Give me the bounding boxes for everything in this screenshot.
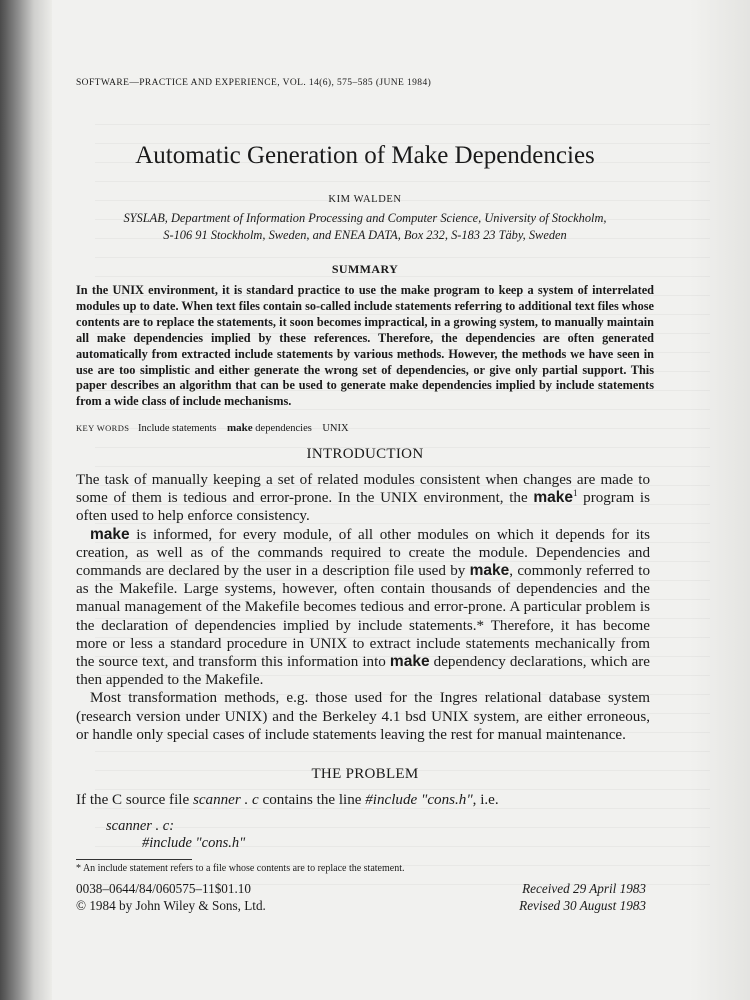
summary-heading: SUMMARY (331, 262, 399, 276)
make-term: make (389, 653, 430, 671)
reference-marker: 1 (572, 488, 578, 499)
summary-text: In the UNIX environment, it is standard practice to use the make program to keep a system of interrelated modules up to date. When text files contain so-called include statements referring to additional text files whose contents are to replace the statements, it soon becomes impractical, in a growing system, to manually maintain all make dependencies implied by these references. Therefore, the dependencies are often generated automatically from extracted include statements by various methods. However, the methods we have seen in use are too simplistic and either generate the wrong set of dependencies, or give only partial support. This paper describes an algorithm that can be used to generate make dependencies implied by include statements from a wide class of include mechanisms. (76, 283, 654, 409)
affiliation-line-2: S-106 91 Stockholm, Sweden, and ENEA DATA, Box 232, S-183 23 Täby, Sweden (163, 228, 567, 242)
problem-text-c: , i.e. (472, 792, 499, 808)
keyword-3: UNIX (322, 423, 349, 434)
keyword-2-rest: dependencies (255, 423, 312, 434)
source-file-name: scanner . c (192, 792, 259, 808)
intro-paragraph-1 (76, 471, 650, 526)
keywords-label: KEY WORDS (76, 423, 130, 433)
intro-paragraph-2 (76, 526, 650, 690)
make-term: make (533, 489, 573, 507)
intro-p2-text-a: is informed, for every module, of all other modules on which it depends for its creation, as well as of the commands required to create the module. Dependencies and commands are declared by the user in a description file used by (76, 526, 650, 580)
introduction-heading: INTRODUCTION (306, 446, 424, 462)
dates-block (519, 881, 646, 914)
issn-code: 0038–0644/84/060575–11$01.10 (76, 881, 251, 896)
scan-shadow-right (690, 0, 750, 1000)
copyright-block (76, 881, 266, 914)
problem-intro-line (76, 792, 499, 809)
problem-text-b: contains the line (262, 792, 362, 808)
paper-title: Automatic Generation of Make Dependencies (135, 142, 595, 169)
footnote-rule (76, 859, 192, 860)
keywords-line (76, 422, 349, 434)
author-affiliation (76, 210, 654, 244)
intro-p2-text-c: dependency declarations, which are then appended to the Makefile. (76, 654, 650, 689)
received-date: Received 29 April 1983 (522, 881, 646, 896)
affiliation-line-1: SYSLAB, Department of Information Processing and Computer Science, University of Stockholm, (123, 211, 607, 225)
intro-p2-text-b: , commonly referred to as the Makefile. Large systems, however, often contain thousands of dependencies and the manual management of the Makefile becomes tedious and error-prone. A particular problem is the declaration of dependencies implied by include statements.* Therefore, it has become more or less a standard procedure in UNIX to extract include statements mechanically from the source text, and transform this information into (76, 563, 650, 671)
problem-heading: THE PROBLEM (311, 766, 419, 782)
author-name: KIM WALDEN (328, 194, 402, 205)
journal-header: SOFTWARE—PRACTICE AND EXPERIENCE, VOL. 14(6), 575–585 (JUNE 1984) (76, 78, 432, 88)
revised-date: Revised 30 August 1983 (519, 897, 646, 913)
code-example-include: #include "cons.h" (142, 835, 246, 851)
keyword-1: Include statements (138, 423, 217, 434)
copyright-notice: © 1984 by John Wiley & Sons, Ltd. (76, 897, 266, 913)
problem-text-a: If the C source file (76, 792, 190, 808)
keyword-2-bold: make (226, 422, 253, 434)
code-example-file: scanner . c: (106, 818, 175, 834)
introduction-body (76, 471, 650, 744)
paper-page (76, 0, 654, 1000)
intro-paragraph-3: Most transformation methods, e.g. those used for the Ingres relational database system (research version under UNIX) and the Berkeley 4.1 bsd UNIX system, are either erroneous, or handle only special cases of include statements leaving the rest for manual maintenance. (76, 690, 650, 743)
make-term: make (469, 562, 510, 580)
scan-shadow-edge (0, 0, 52, 1000)
include-statement: #include "cons.h" (365, 792, 473, 808)
footnote: * An include statement refers to a file whose contents are to replace the statement. (76, 863, 405, 874)
make-term: make (90, 525, 130, 543)
intro-p1-text-b: program is often used to help enforce consistency. (76, 490, 650, 525)
intro-p1-text-a: The task of manually keeping a set of related modules consistent when changes are made to some of them is tedious and error-prone. In the UNIX environment, the (76, 472, 650, 507)
